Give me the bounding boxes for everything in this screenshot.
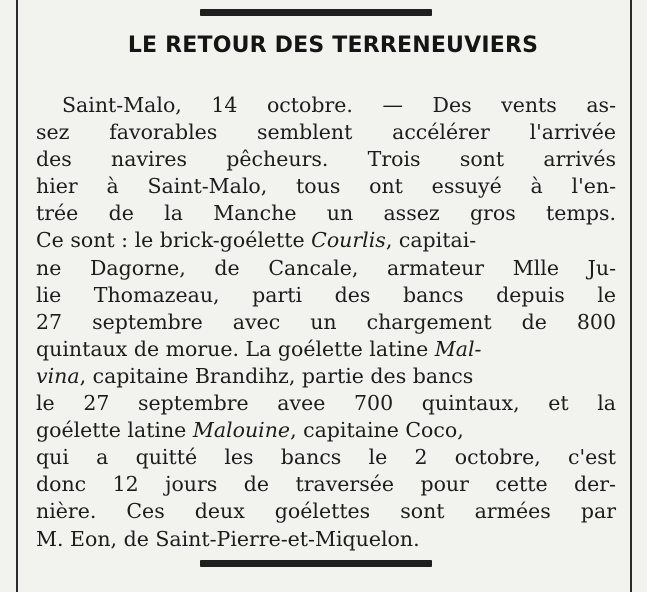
ship-name-malvina-part2: vina bbox=[36, 363, 80, 388]
article-line-part: quintaux de morue. La goélette latine bbox=[36, 336, 435, 361]
article-line-part: , capitaine Coco, bbox=[290, 418, 464, 443]
bottom-separator-bar bbox=[200, 560, 432, 567]
article-line: ne Dagorne, de Cancale, armateur Mlle Ju- bbox=[36, 255, 616, 280]
article-line: M. Eon, de Saint-Pierre-et-Miquelon. bbox=[36, 526, 420, 551]
article-line: 27 septembre avec un chargement de 800 bbox=[36, 309, 616, 334]
article-line bbox=[36, 336, 616, 363]
article-line-part: , capitai- bbox=[385, 228, 477, 253]
article-line: hier à Saint-Malo, tous ont essuyé à l'en- bbox=[36, 174, 616, 199]
top-separator-bar bbox=[200, 9, 432, 16]
article-line: nière. Ces deux goélettes sont armées par bbox=[36, 499, 616, 524]
article-line bbox=[36, 363, 616, 390]
ship-name-malvina-part1: Mal- bbox=[434, 336, 482, 361]
ship-name-malouine: Malouine bbox=[192, 418, 291, 443]
article-line: le 27 septembre avee 700 quintaux, et la bbox=[36, 391, 616, 416]
article-line: qui a quitté les bancs le 2 octobre, c'est bbox=[36, 445, 616, 470]
left-column-rule bbox=[16, 0, 18, 592]
article-line: sez favorables semblent accélérer l'arrivée bbox=[36, 120, 616, 145]
article-headline: LE RETOUR DES TERRENEUVIERS bbox=[127, 33, 539, 58]
article-line: Saint-Malo, 14 octobre. — Des vents as- bbox=[62, 93, 616, 117]
article-body bbox=[36, 92, 616, 553]
article-line-part: Ce sont : le brick-goélette bbox=[36, 228, 312, 253]
article-line bbox=[36, 227, 616, 254]
article-line: lie Thomazeau, parti des bancs depuis le bbox=[36, 282, 616, 307]
article-line: donc 12 jours de traversée pour cette der- bbox=[36, 472, 616, 497]
ship-name-courlis: Courlis bbox=[311, 228, 386, 253]
article-line-part: , capitaine Brandihz, partie des bancs bbox=[79, 363, 474, 388]
article-line: des navires pêcheurs. Trois sont arrivés bbox=[36, 147, 616, 172]
article-line-part: goélette latine bbox=[36, 418, 193, 443]
right-column-rule bbox=[630, 0, 632, 592]
article-line: trée de la Manche un assez gros temps. bbox=[36, 201, 616, 226]
article-line bbox=[36, 417, 616, 444]
